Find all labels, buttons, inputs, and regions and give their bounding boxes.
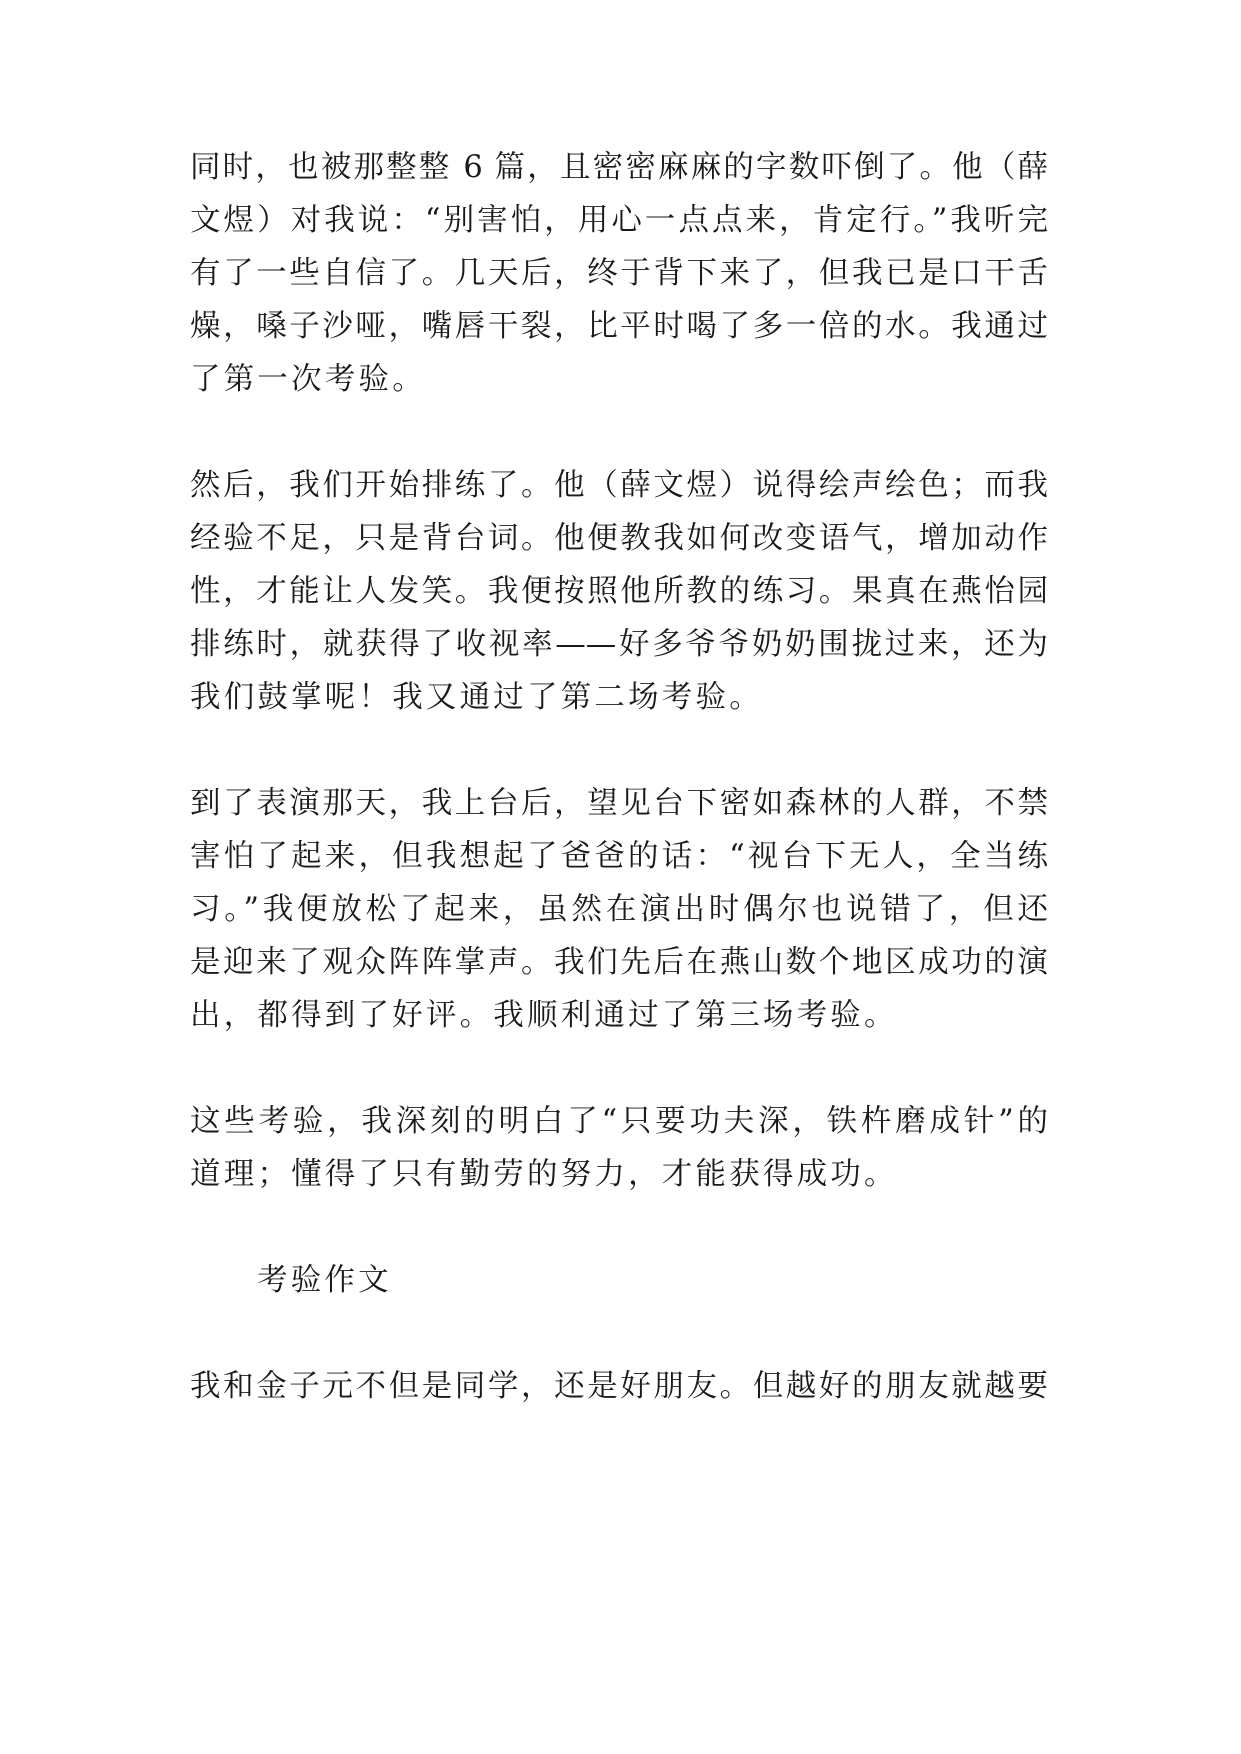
paragraph-1-line-1: 同时，也被那整整 6 篇，且密密麻麻的字数吓倒了。他（薛 (190, 150, 1048, 185)
paragraph-3-line-2: 害怕了起来，但我想起了爸爸的话：“视台下无人，全当练 (190, 839, 1048, 874)
paragraph-2-line-4: 排练时，就获得了收视率——好多爷爷奶奶围拢过来，还为 (190, 627, 1048, 662)
paragraph-4-line-2: 道理；懂得了只有勤劳的努力，才能获得成功。 (190, 1157, 898, 1192)
paragraph-1-line-2: 文煜）对我说：“别害怕，用心一点点来，肯定行。”我听完 (190, 203, 1048, 238)
paragraph-3-line-1: 到了表演那天，我上台后，望见台下密如森林的人群，不禁 (190, 786, 1048, 821)
essay-heading: 考验作文 (257, 1263, 392, 1298)
final-paragraph-line-1: 我和金子元不但是同学，还是好朋友。但越好的朋友就越要 (190, 1369, 1048, 1404)
paragraph-2-line-3: 性，才能让人发笑。我便按照他所教的练习。果真在燕怡园 (190, 574, 1048, 609)
paragraph-3-line-3: 习。”我便放松了起来，虽然在演出时偶尔也说错了，但还 (190, 892, 1048, 927)
paragraph-1-line-5: 了第一次考验。 (190, 362, 426, 397)
paragraph-4-line-1: 这些考验，我深刻的明白了“只要功夫深，铁杵磨成针”的 (190, 1104, 1048, 1139)
paragraph-1-line-4: 燥，嗓子沙哑，嘴唇干裂，比平时喝了多一倍的水。我通过 (190, 309, 1048, 344)
paragraph-3-line-5: 出，都得到了好评。我顺利通过了第三场考验。 (190, 998, 898, 1033)
paragraph-2-line-5: 我们鼓掌呢！我又通过了第二场考验。 (190, 680, 763, 715)
paragraph-2-line-2: 经验不足，只是背台词。他便教我如何改变语气，增加动作 (190, 521, 1048, 556)
paragraph-1-line-3: 有了一些自信了。几天后，终于背下来了，但我已是口干舌 (190, 256, 1048, 291)
paragraph-2-line-1: 然后，我们开始排练了。他（薛文煜）说得绘声绘色；而我 (190, 468, 1048, 503)
paragraph-3-line-4: 是迎来了观众阵阵掌声。我们先后在燕山数个地区成功的演 (190, 945, 1048, 980)
